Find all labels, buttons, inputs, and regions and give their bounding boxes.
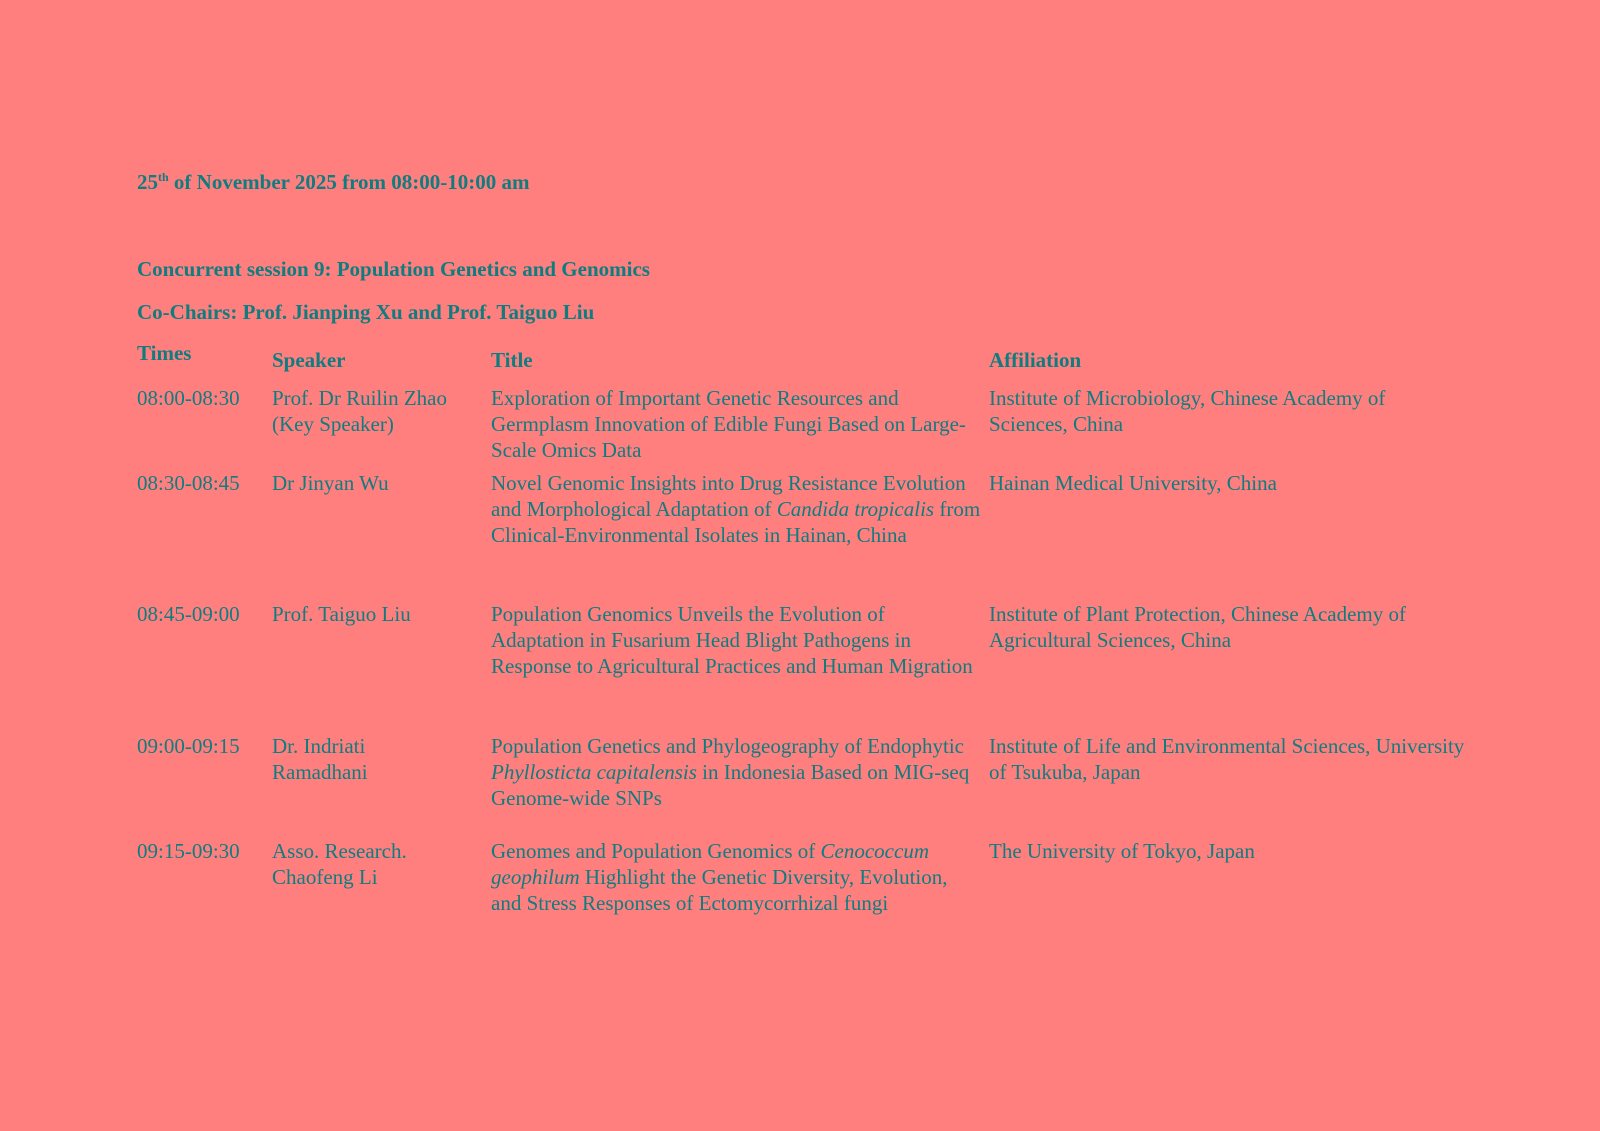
row-title [491, 470, 981, 548]
title-text: from Clinical-Environmental Isolates in Hainan, China [491, 497, 981, 547]
column-header-affiliation: Affiliation [989, 348, 1082, 372]
date-suffix: th [158, 170, 169, 184]
speaker-title: Asso. Research. [272, 839, 407, 863]
speaker-name: Dr. Indriati [272, 734, 366, 758]
row-speaker [272, 601, 482, 627]
row-time: 08:45-09:00 [137, 602, 240, 626]
row-time: 08:00-08:30 [137, 386, 240, 410]
speaker-name: Prof. Dr Ruilin Zhao [272, 386, 447, 410]
date-rest: of November 2025 from 08:00-10:00 am [168, 170, 530, 194]
row-title [491, 385, 981, 463]
row-title [491, 601, 981, 679]
title-text: Genomes and Population Genomics of [491, 839, 821, 863]
row-affiliation: Hainan Medical University, China [989, 471, 1277, 495]
column-header-speaker: Speaker [272, 348, 346, 372]
date-day: 25 [137, 170, 158, 194]
species-name: Phyllosticta capitalensis [491, 760, 697, 784]
speaker-name: Chaofeng Li [272, 865, 378, 889]
column-header-times: Times [137, 341, 192, 365]
title-text: Novel Genomic Insights into Drug Resistance Evolution and Morphological Adaptation of [491, 471, 966, 521]
speaker-role: (Key Speaker) [272, 412, 394, 436]
speaker-name-cont: Ramadhani [272, 760, 368, 784]
row-title [491, 838, 981, 916]
session-title: Concurrent session 9: Population Genetics and Genomics [137, 257, 650, 281]
row-speaker [272, 838, 482, 890]
title-text: Highlight the Genetic Diversity, Evolution, and Stress Responses of Ectomycorrhizal fungi [491, 865, 948, 915]
row-speaker [272, 733, 482, 785]
title-text: Exploration of Important Genetic Resources and Germplasm Innovation of Edible Fungi Based on Large-Scale Omics Data [491, 386, 966, 462]
speaker-name: Prof. Taiguo Liu [272, 602, 411, 626]
species-name: Cenococcum geophilum [491, 839, 929, 889]
speaker-name: Dr Jinyan Wu [272, 471, 389, 495]
title-text: Population Genomics Unveils the Evolution of Adaptation in Fusarium Head Blight Pathogens in Response to Agricultural Practices and Human Migration [491, 602, 973, 678]
row-time: 08:30-08:45 [137, 471, 240, 495]
row-affiliation: Institute of Life and Environmental Sciences, University of Tsukuba, Japan [989, 734, 1465, 784]
title-text: Population Genetics and Phylogeography of Endophytic [491, 734, 965, 758]
column-header-title: Title [491, 348, 533, 372]
row-title [491, 733, 981, 811]
row-time: 09:15-09:30 [137, 839, 240, 863]
row-affiliation: The University of Tokyo, Japan [989, 839, 1255, 863]
species-name: Candida tropicalis [776, 497, 935, 521]
row-speaker [272, 385, 482, 437]
row-affiliation: Institute of Microbiology, Chinese Academy of Sciences, China [989, 386, 1386, 436]
session-date [137, 170, 530, 195]
co-chairs: Co-Chairs: Prof. Jianping Xu and Prof. Taiguo Liu [137, 300, 595, 324]
row-time: 09:00-09:15 [137, 734, 240, 758]
row-affiliation: Institute of Plant Protection, Chinese Academy of Agricultural Sciences, China [989, 602, 1407, 652]
title-text: in Indonesia Based on MIG-seq Genome-wide SNPs [491, 760, 970, 810]
row-speaker [272, 470, 482, 496]
